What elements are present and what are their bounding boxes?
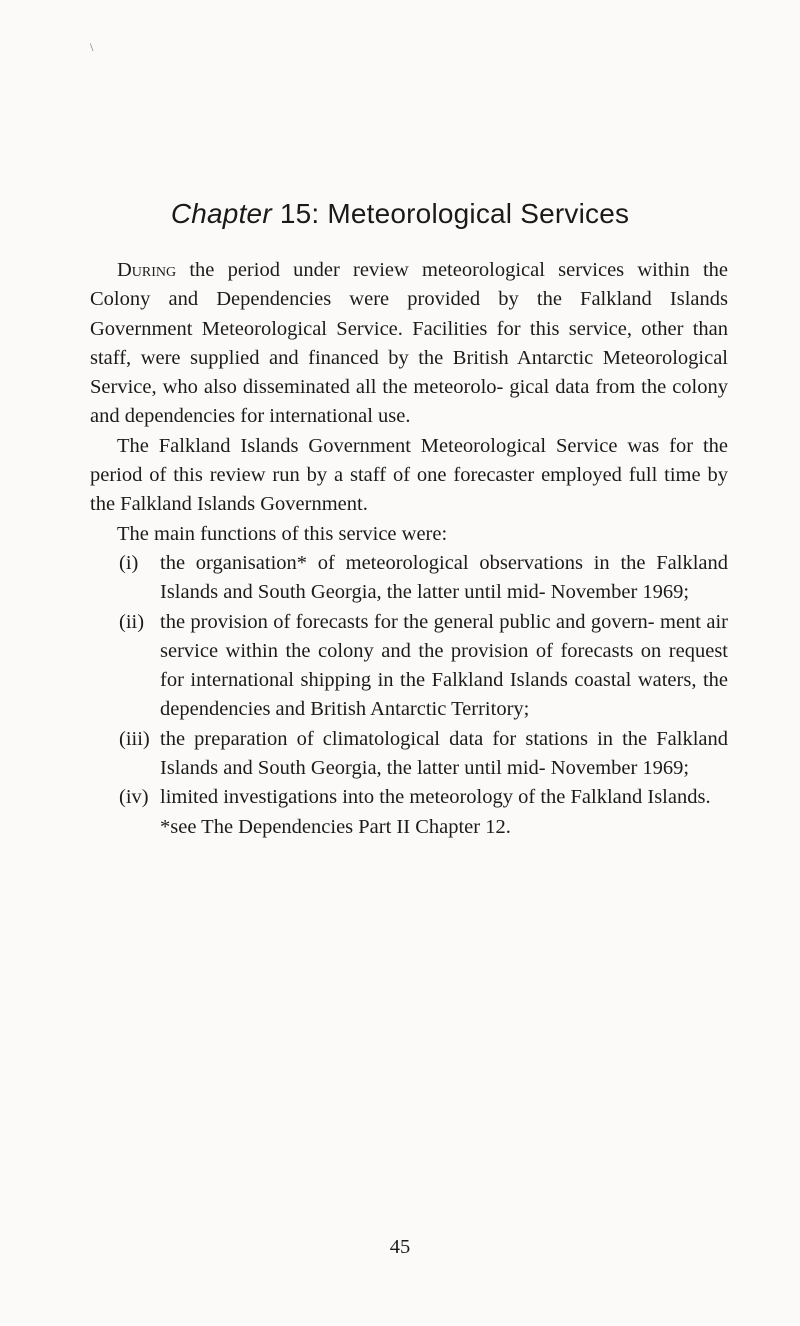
function-number: (ii) <box>119 610 145 633</box>
function-number: (iii) <box>119 727 150 750</box>
paragraph-staffing: The Falkland Islands Government Meteorological Service was for the period of this review run by a staff of one forecaster employed full time by the Falkland Islands Government. <box>90 434 728 516</box>
function-text: the preparation of climatological data for stations in the Falkland Islands and South Georgia, the latter until mid- November 1969; <box>160 727 728 780</box>
page-number: 45 <box>389 1236 411 1258</box>
function-item-2 <box>90 608 728 725</box>
function-item-1 <box>90 549 728 608</box>
paragraph-functions-intro: The main functions of this service were: <box>117 522 448 545</box>
paragraph-lead-word: During <box>117 259 177 281</box>
footnote: *see The Dependencies Part II Chapter 12. <box>160 815 511 838</box>
chapter-word: Chapter <box>170 198 272 229</box>
paragraph-intro-text: the period under review meteorological services within the Colony and Dependencies were provided by the Falkland Islands Government Meteorological Service. Facilities for this service, other than staff, were supplied and financed by the British Antarctic Meteorological Service, who also disseminated all the meteorolo- gical data from the colony and dependencies for international use. <box>90 259 728 428</box>
paragraph-intro <box>90 256 728 432</box>
function-text: the provision of forecasts for the general public and govern- ment air service within the colony and the provision of forecasts on request for international shipping in the Falkland Islands coastal waters, the dependencies and British Antarctic Territory; <box>160 610 728 721</box>
chapter-heading-rest: 15: Meteorological Services <box>271 198 630 229</box>
stray-mark: \ <box>90 40 94 54</box>
function-item-4 <box>90 783 728 812</box>
function-text: limited investigations into the meteorology of the Falkland Islands. <box>160 786 711 809</box>
function-item-3 <box>90 725 728 784</box>
function-number: (i) <box>119 551 139 574</box>
function-text: the organisation* of meteorological observations in the Falkland Islands and South Georgia, the latter until mid- November 1969; <box>160 551 728 604</box>
chapter-body <box>90 256 728 842</box>
function-number: (iv) <box>119 786 149 809</box>
chapter-title <box>0 198 800 230</box>
